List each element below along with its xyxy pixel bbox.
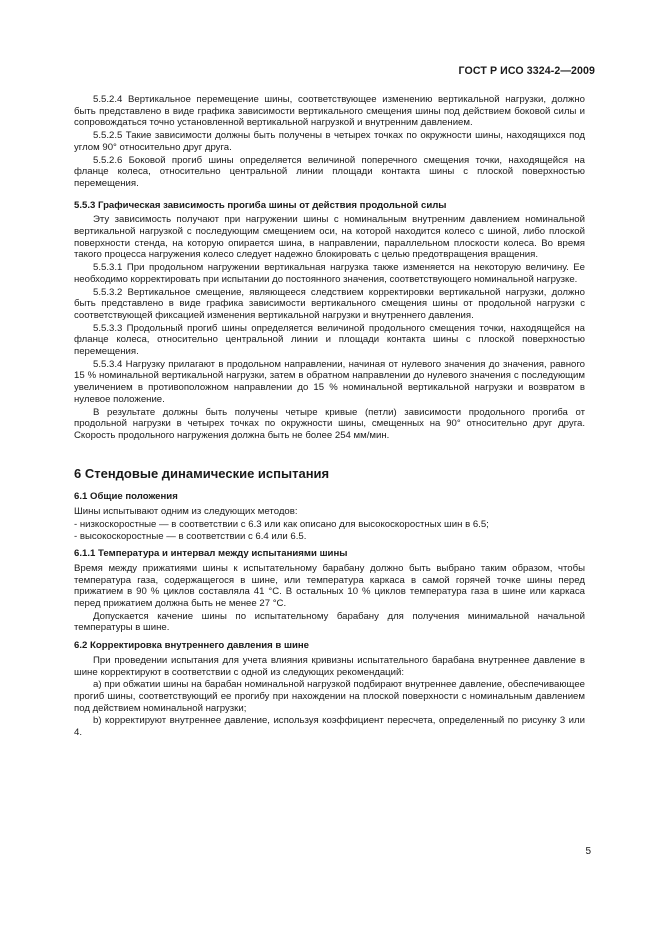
- list-item-low-speed: - низкоскоростные — в соответствии с 6.3 или как описано для высокоскоростных шин в 6.5;: [74, 518, 489, 530]
- document-header: ГОСТ Р ИСО 3324-2—2009: [458, 65, 595, 77]
- heading-5-5-3: 5.5.3 Графическая зависимость прогиба шины от действия продольной силы: [74, 199, 447, 211]
- heading-6-1-1: 6.1.1 Температура и интервал между испытаниями шины: [74, 548, 348, 560]
- paragraph-5-5-2-6: 5.5.2.6 Боковой прогиб шины определяется величиной поперечного смещения точки, находящейся на фланце колеса, относительно центральной линии площади контакта шины с плоской поверхностью перемещения.: [74, 154, 585, 189]
- heading-section-6: 6 Стендовые динамические испытания: [74, 465, 330, 481]
- paragraph-5-5-3-4: 5.5.3.4 Нагрузку прилагают в продольном направлении, начиная от нулевого значения до значения, равного 15 % номинальной вертикальной нагрузки, затем в обратном направлении до нулевого значения с последующим увеличением в противоположном направлении до 15 % номинальной вертикальной нагрузки и возвратом в нулевое положение.: [74, 358, 585, 405]
- paragraph-5-5-3-3: 5.5.3.3 Продольный прогиб шины определяется величиной продольного смещения точки, находящейся на фланце колеса, относительно центральной линии и площади контакта шины с плоской поверхностью перемещения.: [74, 322, 585, 358]
- paragraph-5-5-3-1: 5.5.3.1 При продольном нагружении вертикальная нагрузка также изменяется на некоторую величину. Ее необходимо корректировать при испытании до постоянного значения, соответствующего номинальной нагрузке.: [74, 262, 585, 285]
- paragraph-6-2: При проведении испытания для учета влияния кривизны испытательного барабана внутреннее давление в шине корректируют в соответствии с одной из следующих рекомендаций:: [74, 654, 585, 678]
- paragraph-6-2-b: b) корректируют внутреннее давление, используя коэффициент пересчета, определенный по рисунку 3 или 4.: [74, 715, 585, 739]
- paragraph-5-5-2-5: 5.5.2.5 Такие зависимости должны быть получены в четырех точках по окружности шины, находящихся под углом 90° относительно друг друга.: [74, 130, 585, 153]
- page-content: [74, 94, 585, 740]
- heading-6-2: 6.2 Корректировка внутреннего давления в шине: [74, 640, 309, 652]
- list-item-high-speed: - высокоскоростные — в соответствии с 6.4 или 6.5.: [74, 530, 307, 542]
- heading-6-1: 6.1 Общие положения: [74, 491, 178, 503]
- paragraph-6-1: Шины испытывают одним из следующих методов:: [74, 506, 298, 518]
- paragraph-5-5-3-4-result: В результате должны быть получены четыре кривые (петли) зависимости продольного прогиба от продольной нагрузки в четырех точках по окружности шины, смещенных на 90° относительно друг друга. Скорость продольного нагружения должна быть не более 254 мм/мин.: [74, 406, 585, 441]
- paragraph-5-5-2-4: 5.5.2.4 Вертикальное перемещение шины, соответствующее изменению вертикальной нагрузки, должно быть представлено в виде графика зависимости вертикального смещения шины под действием боковой силы и сопровождаться точно установленной вертикальной нагрузкой и внутренним давлением.: [74, 94, 585, 129]
- paragraph-6-1-1-note: Допускается качение шины по испытательному барабану для получения минимальной начальной температуры в шине.: [74, 610, 585, 634]
- paragraph-6-2-a: а) при обжатии шины на барабан номинальной нагрузкой подбирают внутреннее давление, обеспечивающее прогиб шины, соответствующий ее прогибу при нахождении на плоской поверхности с номинальным давлением под действием номинальной нагрузки;: [74, 679, 585, 714]
- page-number: 5: [585, 846, 591, 857]
- paragraph-6-1-1: Время между прижатиями шины к испытательному барабану должно быть выбрано таким образом, чтобы температура газа, содержащегося в шине, или температура каркаса в самой горячей точке шины перед прижатием в 90 % циклов составляла 41 °С. В остальных 10 % циклов температура газа в шине или каркаса перед прижатием должна быть не менее 27 °С.: [74, 562, 585, 610]
- paragraph-5-5-3: Эту зависимость получают при нагружении шины с номинальным внутренним давлением номинальной вертикальной нагрузкой с последующим смещением оси, на которой находится колесо с шиной, либо плоской поверхности стенда, на которую опирается шина, в направлении, параллельном плоскости колеса. Во время такого процесса нагружения колесо следует надежно блокировать с целью предотвращения вращения.: [74, 214, 585, 261]
- paragraph-5-5-3-2: 5.5.3.2 Вертикальное смещение, являющееся следствием корректировки вертикальной нагрузки, должно быть представлено в виде графика зависимости вертикального смещения шины от продольной нагрузки с соответствующей фиксацией изменения вертикальной нагрузки и внутреннего давления.: [74, 286, 585, 321]
